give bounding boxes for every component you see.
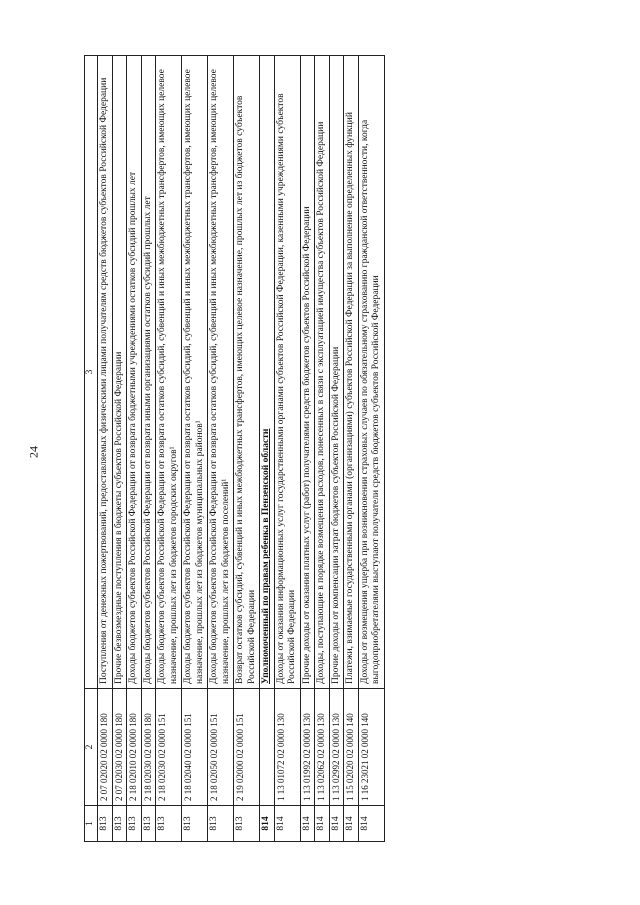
admin-code-cell: 814	[329, 806, 344, 842]
admin-code-cell: 814	[274, 806, 300, 842]
kbk-code-cell: 2 18 02050 02 0000 151	[208, 689, 234, 806]
kbk-code-cell: 2 18 02010 02 0000 180	[127, 689, 142, 806]
table-row	[274, 56, 300, 842]
revenue-name-cell: Платежи, взимаемые государственными органами (организациями) субъектов Российской Федерации за выполнение определенных функций	[344, 56, 359, 689]
table-row	[127, 56, 142, 842]
revenue-name-cell: Прочие доходы от оказания платных услуг (работ) получателями средств бюджетов субъектов Российской Федерации	[300, 56, 315, 689]
revenue-name-cell: Прочие доходы от компенсации затрат бюджетов субъектов Российской Федерации	[329, 56, 344, 689]
revenue-name-cell: Доходы бюджетов субъектов Российской Федерации от возврата остатков субсидий, субвенций и иных межбюджетных трансфертов, имеющих целевое назначение, прошлых лет из бюджетов городских округов¹	[156, 56, 182, 689]
revenue-name-cell: Уполномоченный по правам ребенка в Пензенской области	[260, 56, 275, 689]
admin-code-cell: 813	[156, 806, 182, 842]
kbk-code-cell: 1 13 01992 02 0000 130	[300, 689, 315, 806]
revenue-name-cell: Доходы бюджетов субъектов Российской Федерации от возврата бюджетными учреждениями остатков субсидий прошлых лет	[127, 56, 142, 689]
revenue-name-cell: Прочие безвозмездные поступления в бюджеты субъектов Российской Федерации	[112, 56, 127, 689]
admin-code-cell: 813	[234, 806, 260, 842]
revenue-name-cell: Доходы от оказания информационных услуг государственными органами субъектов Российской Федерации, казенными учреждениями субъектов Российской Федерации	[274, 56, 300, 689]
rotated-page-content	[84, 55, 562, 842]
table-row	[315, 56, 330, 842]
table-row	[358, 56, 384, 842]
header-col-1: 1	[85, 806, 98, 842]
kbk-code-cell: 2 18 02030 02 0000 180	[141, 689, 156, 806]
admin-code-cell: 813	[127, 806, 142, 842]
table-row	[260, 56, 275, 842]
kbk-code-cell	[260, 689, 275, 806]
revenue-admin-table	[84, 55, 385, 842]
header-col-2: 2	[85, 689, 98, 806]
table-row	[141, 56, 156, 842]
table-header-row	[85, 56, 98, 842]
kbk-code-cell: 1 16 23021 02 0000 140	[358, 689, 384, 806]
admin-code-cell: 813	[98, 806, 113, 842]
admin-code-cell: 814	[358, 806, 384, 842]
kbk-code-cell: 2 18 02030 02 0000 151	[156, 689, 182, 806]
table-row	[300, 56, 315, 842]
admin-code-cell: 813	[141, 806, 156, 842]
revenue-name-cell: Поступления от денежных пожертвований, предоставляемых физическими лицами получателям средств бюджетов субъектов Российской Федерации	[98, 56, 113, 689]
table-row	[112, 56, 127, 842]
table-row	[156, 56, 182, 842]
admin-code-cell: 814	[260, 806, 275, 842]
kbk-code-cell: 1 13 02062 02 0000 130	[315, 689, 330, 806]
revenue-name-cell: Доходы бюджетов субъектов Российской Федерации от возврата остатков субсидий, субвенций и иных межбюджетных трансфертов, имеющих целевое назначение, прошлых лет из бюджетов поселений¹	[208, 56, 234, 689]
kbk-code-cell: 1 15 02020 02 0000 140	[344, 689, 359, 806]
kbk-code-cell: 2 19 02000 02 0000 151	[234, 689, 260, 806]
page-number: 24	[26, 446, 41, 458]
admin-code-cell: 814	[315, 806, 330, 842]
revenue-name-cell: Доходы от возмещения ущерба при возникновении страховых случаев по обязательному страхованию гражданской ответственности, когда выгодоприобретателями выступают получатели средств бюджетов субъектов Российской Федерации	[358, 56, 384, 689]
admin-code-cell: 814	[300, 806, 315, 842]
kbk-code-cell: 2 18 02040 02 0000 151	[182, 689, 208, 806]
table-row	[344, 56, 359, 842]
admin-code-cell: 813	[182, 806, 208, 842]
revenue-name-cell: Доходы, поступающие в порядке возмещения расходов, понесенных в связи с эксплуатацией имущества субъектов Российской Федерации	[315, 56, 330, 689]
table-row	[329, 56, 344, 842]
table-row	[182, 56, 208, 842]
kbk-code-cell: 2 07 02020 02 0000 180	[98, 689, 113, 806]
revenue-name-cell: Доходы бюджетов субъектов Российской Федерации от возврата остатков субсидий, субвенций и иных межбюджетных трансфертов, имеющих целевое назначение, прошлых лет из бюджетов муниципальных районов¹	[182, 56, 208, 689]
revenue-name-cell: Возврат остатков субсидий, субвенций и иных межбюджетных трансфертов, имеющих целевое назначение, прошлых лет из бюджетов субъектов Российской Федерации	[234, 56, 260, 689]
kbk-code-cell: 2 07 02030 02 0000 180	[112, 689, 127, 806]
admin-code-cell: 813	[112, 806, 127, 842]
admin-code-cell: 813	[208, 806, 234, 842]
header-col-3: 3	[85, 56, 98, 689]
table-row	[98, 56, 113, 842]
revenue-name-cell: Доходы бюджетов субъектов Российской Федерации от возврата иными организациями остатков субсидий прошлых лет	[141, 56, 156, 689]
table-row	[234, 56, 260, 842]
kbk-code-cell: 1 13 01072 02 0000 130	[274, 689, 300, 806]
kbk-code-cell: 1 13 02992 02 0000 130	[329, 689, 344, 806]
table-row	[208, 56, 234, 842]
admin-code-cell: 814	[344, 806, 359, 842]
